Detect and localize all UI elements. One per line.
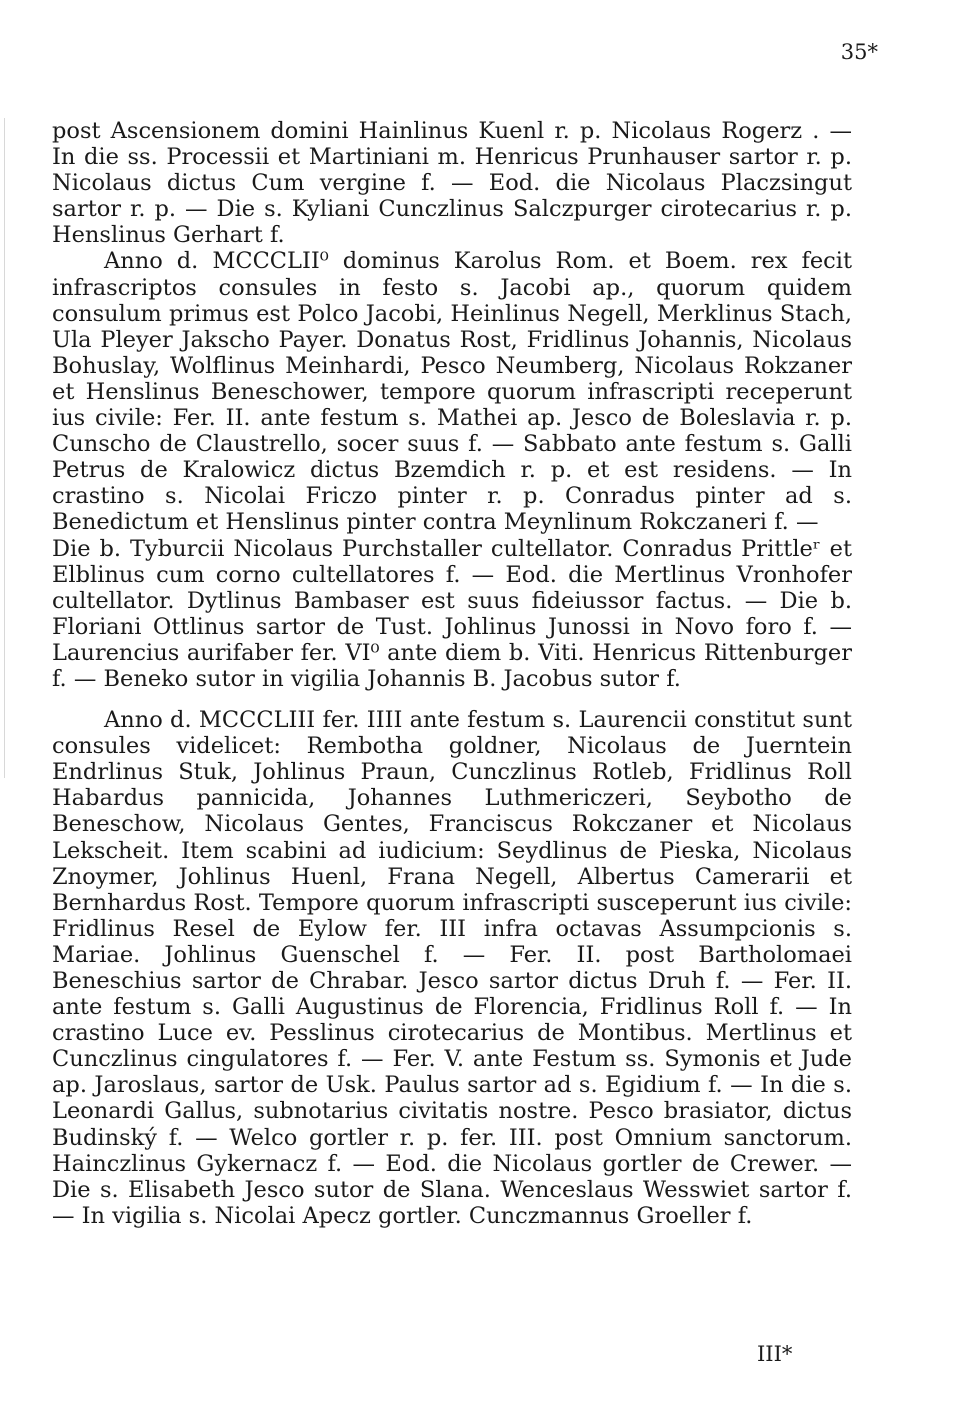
document-body — [52, 118, 852, 1229]
scan-edge-line — [4, 118, 5, 778]
paragraph-4: Anno d. MCCCLIII fer. IIII ante festum s. Laurencii constitut sunt consules videlicet: Rembotha goldner, Nicolaus de Juerntein Endrlinus Stuk, Johlinus Praun, Cunczlinus Rotleb, Fridlinus Roll Habardus pannicida, Johannes Luthmericzeri, Seybotho de Beneschow, Nicolaus Gentes, Franciscus Rokczaner et Nicolaus Lekscheit. Item scabini ad iudicium: Seydlinus de Pieska, Nicolaus Znoymer, Johlinus Huenl, Frana Negell, Albertus Camerarii et Bernhardus Rost. Tempore quorum infrascripti susceperunt ius civile: Fridlinus Resel de Eylow fer. III infra octavas Assumpcionis s. Mariae. Johlinus Guenschel f. — Fer. II. post Bartholomaei Beneschius sartor de Chrabar. Jesco sartor dictus Druh f. — Fer. II. ante festum s. Galli Augustinus de Florencia, Fridlinus Roll f. — In crastino Luce ev. Pesslinus cirotecarius de Montibus. Mertlinus et Cunczlinus cingulatores f. — Fer. V. ante Festum ss. Symonis et Jude ap. Jaroslaus, sartor de Usk. Paulus sartor ad s. Egidium f. — In die s. Leonardi Gallus, subnotarius civitatis nostre. Pesco brasiator, dictus Budinský f. — Welco gortler r. p. fer. III. post Omnium sanctorum. Hainczlinus Gykernacz f. — Eod. die Nicolaus gortler de Crewer. — Die s. Elisabeth Jesco sutor de Slana. Wenceslaus Wesswiet sartor f. — In vigilia s. Nicolai Apecz gortler. Cunczmannus Groeller f. — [52, 707, 852, 1229]
page-number: 35* — [840, 40, 878, 64]
paragraph-2: Anno d. MCCCLII⁰ dominus Karolus Rom. et Boem. rex fecit infrascriptos consules in festo s. Jacobi ap., quorum quidem consulum primus est Polco Jacobi, Heinlinus Negell, Merklinus Stach, Ula Pleyer Jakscho Payer. Donatus Rost, Fridlinus Johannis, Nicolaus Bohuslay, Wolflinus Meinhardi, Pesco Neumberg, Nicolaus Rokzaner et Henslinus Beneschower, tempore quorum infrascripti receperunt ius civile: Fer. II. ante festum s. Mathei ap. Jesco de Boleslavia r. p. Cunscho de Claustrello, socer suus f. — Sabbato ante festum s. Galli Petrus de Kralowicz dictus Bzemdich r. p. et est residens. — In crastino s. Nicolai Friczo pinter r. p. Conradus pinter ad s. Benedictum et Henslinus pinter contra Meynlinum Rokczaneri f. — — [52, 248, 852, 536]
printer-signature-mark: III* — [757, 1342, 793, 1366]
paragraph-3: Die b. Tyburcii Nicolaus Purchstaller cultellator. Conradus Prittleʳ et Elblinus cum corno cultellatores f. — Eod. die Mertlinus Vronhofer cultellator. Dytlinus Bambaser est suus fideiussor factus. — Die b. Floriani Ottlinus sartor de Tust. Johlinus Junossi in Novo foro f. — Laurencius aurifaber fer. VI⁰ ante diem b. Viti. Henricus Rittenburger f. — Beneko sutor in vigilia Johannis B. Jacobus sutor f. — [52, 535, 852, 692]
paragraph-gap — [52, 692, 852, 707]
paragraph-1: post Ascensionem domini Hainlinus Kuenl r. p. Nicolaus Rogerz . — In die ss. Processii et Martiniani m. Henricus Prunhauser sartor r. p. Nicolaus dictus Cum vergine f. — Eod. die Nicolaus Placzsingut sartor r. p. — Die s. Kyliani Cunczlinus Salczpurger cirotecarius r. p. Henslinus Gerhart f. — [52, 118, 852, 249]
